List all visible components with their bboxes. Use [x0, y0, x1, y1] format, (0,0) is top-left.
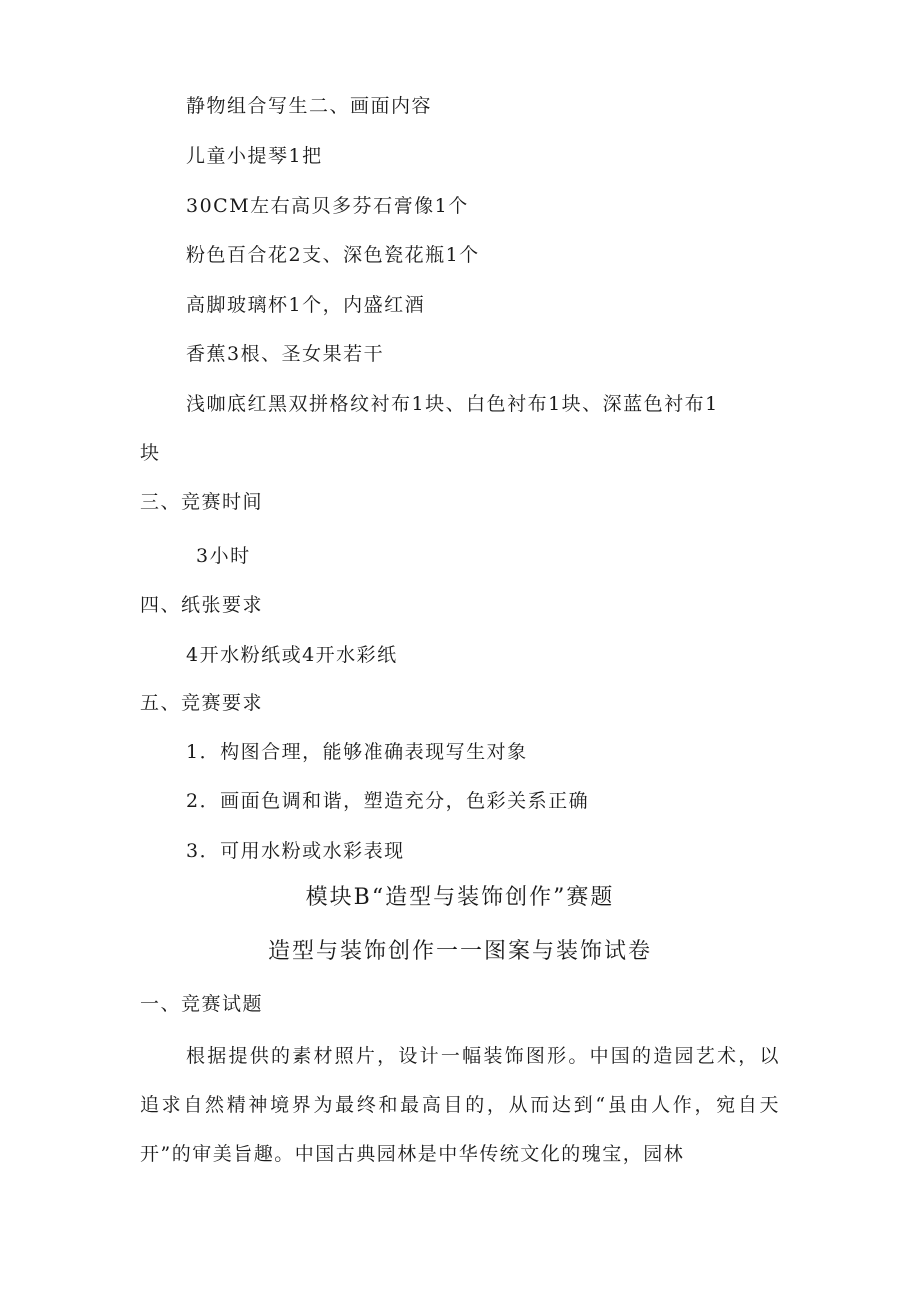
section1-paragraph: 根据提供的素材照片，设计一幅装饰图形。中国的造园艺术，以追求自然精神境界为最终和最高目的，从而达到“虽由人作，宛自天开”的审美旨趣。中国古典园林是中华传统文化的瑰宝，园林: [140, 1045, 780, 1165]
paper-title: 造型与装饰创作一一图案与装饰试卷: [267, 939, 652, 964]
section3-title: 三、竞赛时间: [140, 491, 264, 513]
item-plaster-bust: 30CM左右高贝多芬石膏像1个: [186, 195, 469, 217]
intro-line: 静物组合写生二、画面内容: [186, 95, 433, 117]
module-title: 模块B“造型与装饰创作”赛题: [305, 885, 615, 910]
requirement-1: 1．构图合理，能够准确表现写生对象: [186, 741, 528, 763]
requirement-3: 3．可用水粉或水彩表现: [186, 840, 405, 862]
item-lilies-vase: 粉色百合花2支、深色瓷花瓶1个: [186, 244, 480, 266]
item-drapery-cloths: 浅咖底红黑双拼格纹衬布1块、白色衬布1块、深蓝色衬布1: [186, 393, 719, 415]
item-bananas-tomatoes: 香蕉3根、圣女果若干: [186, 343, 385, 365]
item-violin: 儿童小提琴1把: [186, 145, 323, 167]
section4-body: 4开水粉纸或4开水彩纸: [186, 644, 398, 666]
section3-body: 3小时: [196, 545, 251, 567]
item-drapery-cloths-wrap: 块: [140, 442, 161, 464]
item-wine-glass: 高脚玻璃杯1个，内盛红酒: [186, 294, 426, 316]
section4-title: 四、纸张要求: [140, 594, 264, 616]
section5-title: 五、竞赛要求: [140, 692, 264, 714]
requirement-2: 2．画面色调和谐，塑造充分，色彩关系正确: [186, 790, 590, 812]
section1-title: 一、竞赛试题: [140, 993, 264, 1015]
